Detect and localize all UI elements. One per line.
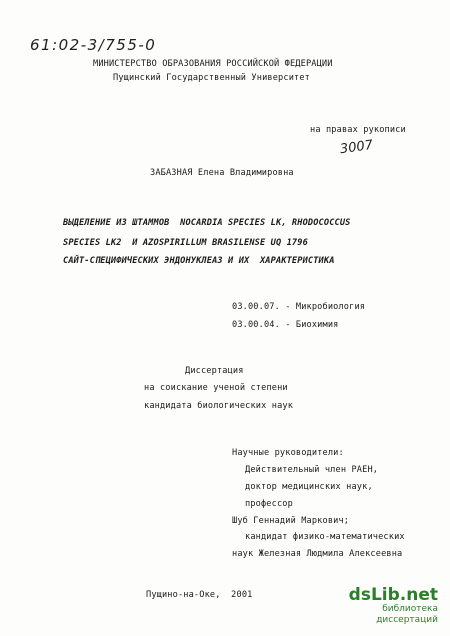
thesis-title-line-3: САЙТ-СПЕЦИФИЧЕСКИХ ЭНДОНУКЛЕАЗ И ИХ ХАРАКТЕРИСТИКА	[63, 256, 335, 266]
degree-line-3: кандидата биологических наук	[144, 401, 294, 411]
supervisors-heading: Научные руководители:	[232, 448, 344, 458]
supervisor-line-7: наук Железная Людмила Алексеевна	[232, 549, 403, 559]
supervisor-line-2: Действительный член РАЕН,	[245, 465, 379, 475]
specialty-microbiology: 03.00.07. - Микробиология	[232, 302, 366, 312]
supervisor-line-6: кандидат физико-математических	[245, 532, 405, 542]
degree-line-1: Диссертация	[185, 366, 244, 376]
supervisor-line-4: профессор	[245, 499, 293, 509]
thesis-title-line-2: SPECIES LK2 И AZOSPIRILLUM BRASILENSE UQ 1796	[63, 238, 308, 248]
watermark-logo: dsLib.net	[348, 585, 438, 605]
author-name: ЗАБАЗНАЯ Елена Владимировна	[150, 168, 294, 178]
specialty-biochemistry: 03.00.04. - Биохимия	[232, 320, 339, 330]
dslib-watermark	[328, 586, 438, 626]
supervisor-line-3: доктор медицинских наук,	[245, 482, 373, 492]
manuscript-rights-note: на правах рукописи	[310, 125, 406, 135]
watermark-caption: библиотека диссертаций	[376, 604, 438, 625]
ministry-heading: МИНИСТЕРСТВО ОБРАЗОВАНИЯ РОССИЙСКОЙ ФЕДЕРАЦИИ	[93, 59, 333, 69]
degree-line-2: на соискание ученой степени	[144, 383, 288, 393]
handwritten-signature: 3007	[339, 137, 374, 158]
supervisor-line-5: Шуб Геннадий Маркович;	[232, 516, 350, 526]
place-and-year: Пущино-на-Оке, 2001	[146, 590, 253, 600]
thesis-title-line-1: ВЫДЕЛЕНИЕ ИЗ ШТАММОВ NOCARDIA SPECIES LK, RHODOCOCCUS	[63, 218, 351, 228]
handwritten-catalog-number: 61:02-3/755-0	[30, 36, 157, 54]
university-heading: Пущинский Государственный Университет	[113, 73, 310, 83]
